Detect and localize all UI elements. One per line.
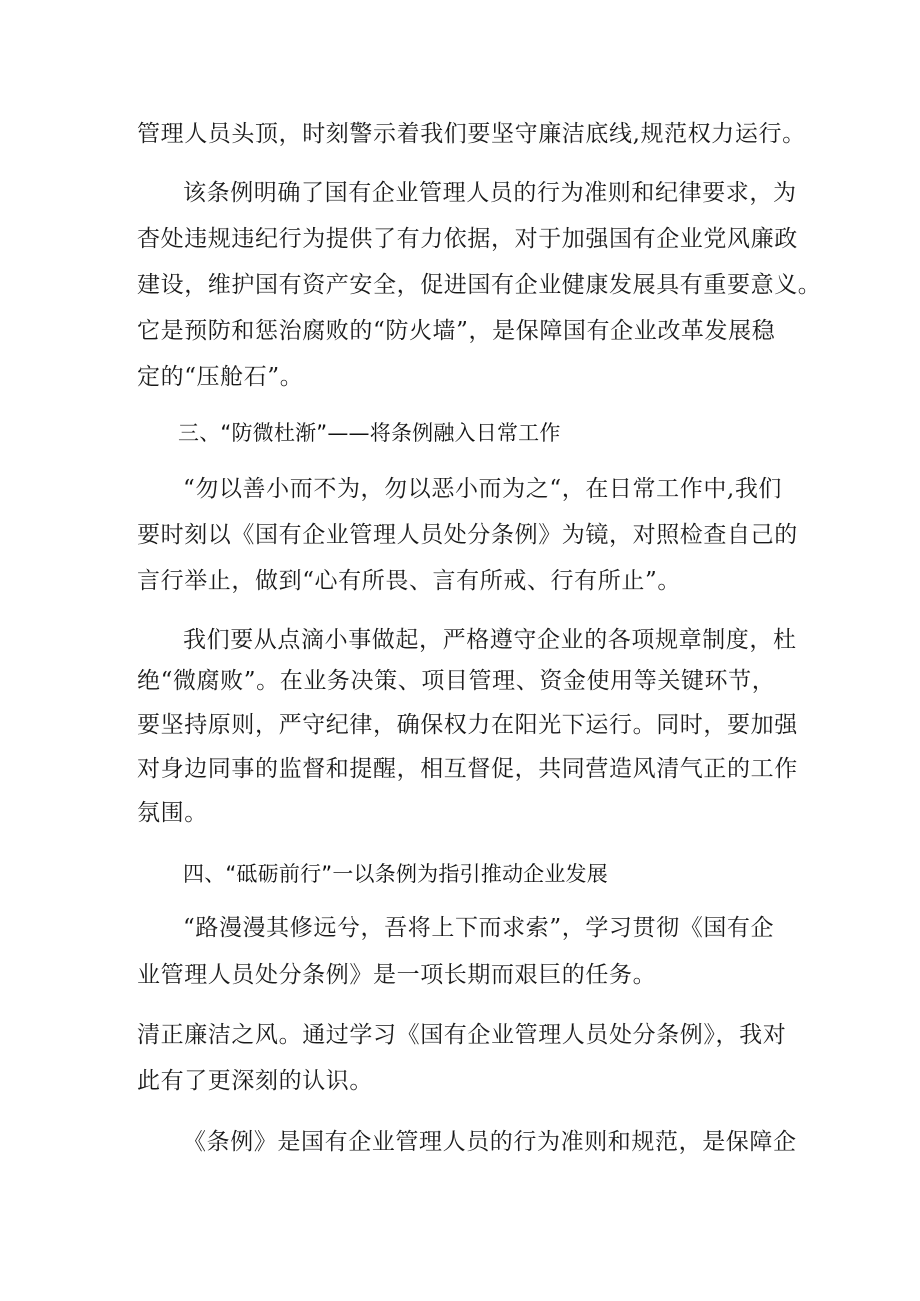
paragraph-line: 此有了更深刻的认识。 bbox=[137, 1068, 373, 1094]
section-heading: 三、“防微杜渐”——将条例融入日常工作 bbox=[178, 421, 561, 445]
paragraph-line: 言行举止，做到“心有所畏、言有所戒、行有所止”。 bbox=[137, 568, 681, 594]
paragraph-line: 清正廉洁之风。通过学习《国有企业管理人员处分条例》，我对 bbox=[137, 1022, 787, 1048]
paragraph-line: 定的“压舱石”。 bbox=[137, 364, 304, 390]
paragraph-line: 绝“微腐败”。在业务决策、项目管理、资金使用等关键环节， bbox=[137, 668, 776, 694]
paragraph-line: “勿以善小而不为，勿以恶小而为之“，在日常工作中,我们 bbox=[183, 476, 783, 502]
paragraph-line: 要时刻以《国有企业管理人员处分条例》为镜，对照检查自己的 bbox=[137, 522, 798, 548]
section-heading: 四、“砥砺前行”一以条例为指引推动企业发展 bbox=[183, 862, 608, 886]
paragraph-line: 它是预防和惩治腐败的“防火墙”，是保障国有企业改革发展稳 bbox=[137, 318, 776, 344]
paragraph-line: “路漫漫其修远兮，吾将上下而求索”，学习贯彻《国有企 bbox=[183, 915, 775, 941]
paragraph-line: 要坚持原则，严守纪律，确保权力在阳光下运行。同时，要加强 bbox=[137, 712, 798, 738]
paragraph-line: 管理人员头顶，时刻警示着我们要坚守廉洁底线,规范权力运行。 bbox=[137, 121, 806, 147]
paragraph-line: 《条例》是国有企业管理人员的行为准则和规范，是保障企 bbox=[183, 1129, 797, 1155]
paragraph-line: 业管理人员处分条例》是一项长期而艰巨的任务。 bbox=[137, 962, 657, 988]
paragraph-line: 我们要从点滴小事做起，严格遵守企业的各项规章制度，杜 bbox=[183, 627, 797, 653]
paragraph-line: 杳处违规违纪行为提供了有力依据，对于加强国有企业党风廉政 bbox=[137, 226, 798, 252]
paragraph-line: 建设，维护国有资产安全，促进国有企业健康发展具有重要意义。 bbox=[137, 272, 822, 298]
paragraph-line: 氛围。 bbox=[137, 800, 208, 826]
paragraph-line: 该条例明确了国有企业管理人员的行为准则和纪律要求，为 bbox=[183, 180, 797, 206]
paragraph-line: 对身边同事的监督和提醒，相互督促，共同营造风清气正的工作 bbox=[137, 756, 798, 782]
